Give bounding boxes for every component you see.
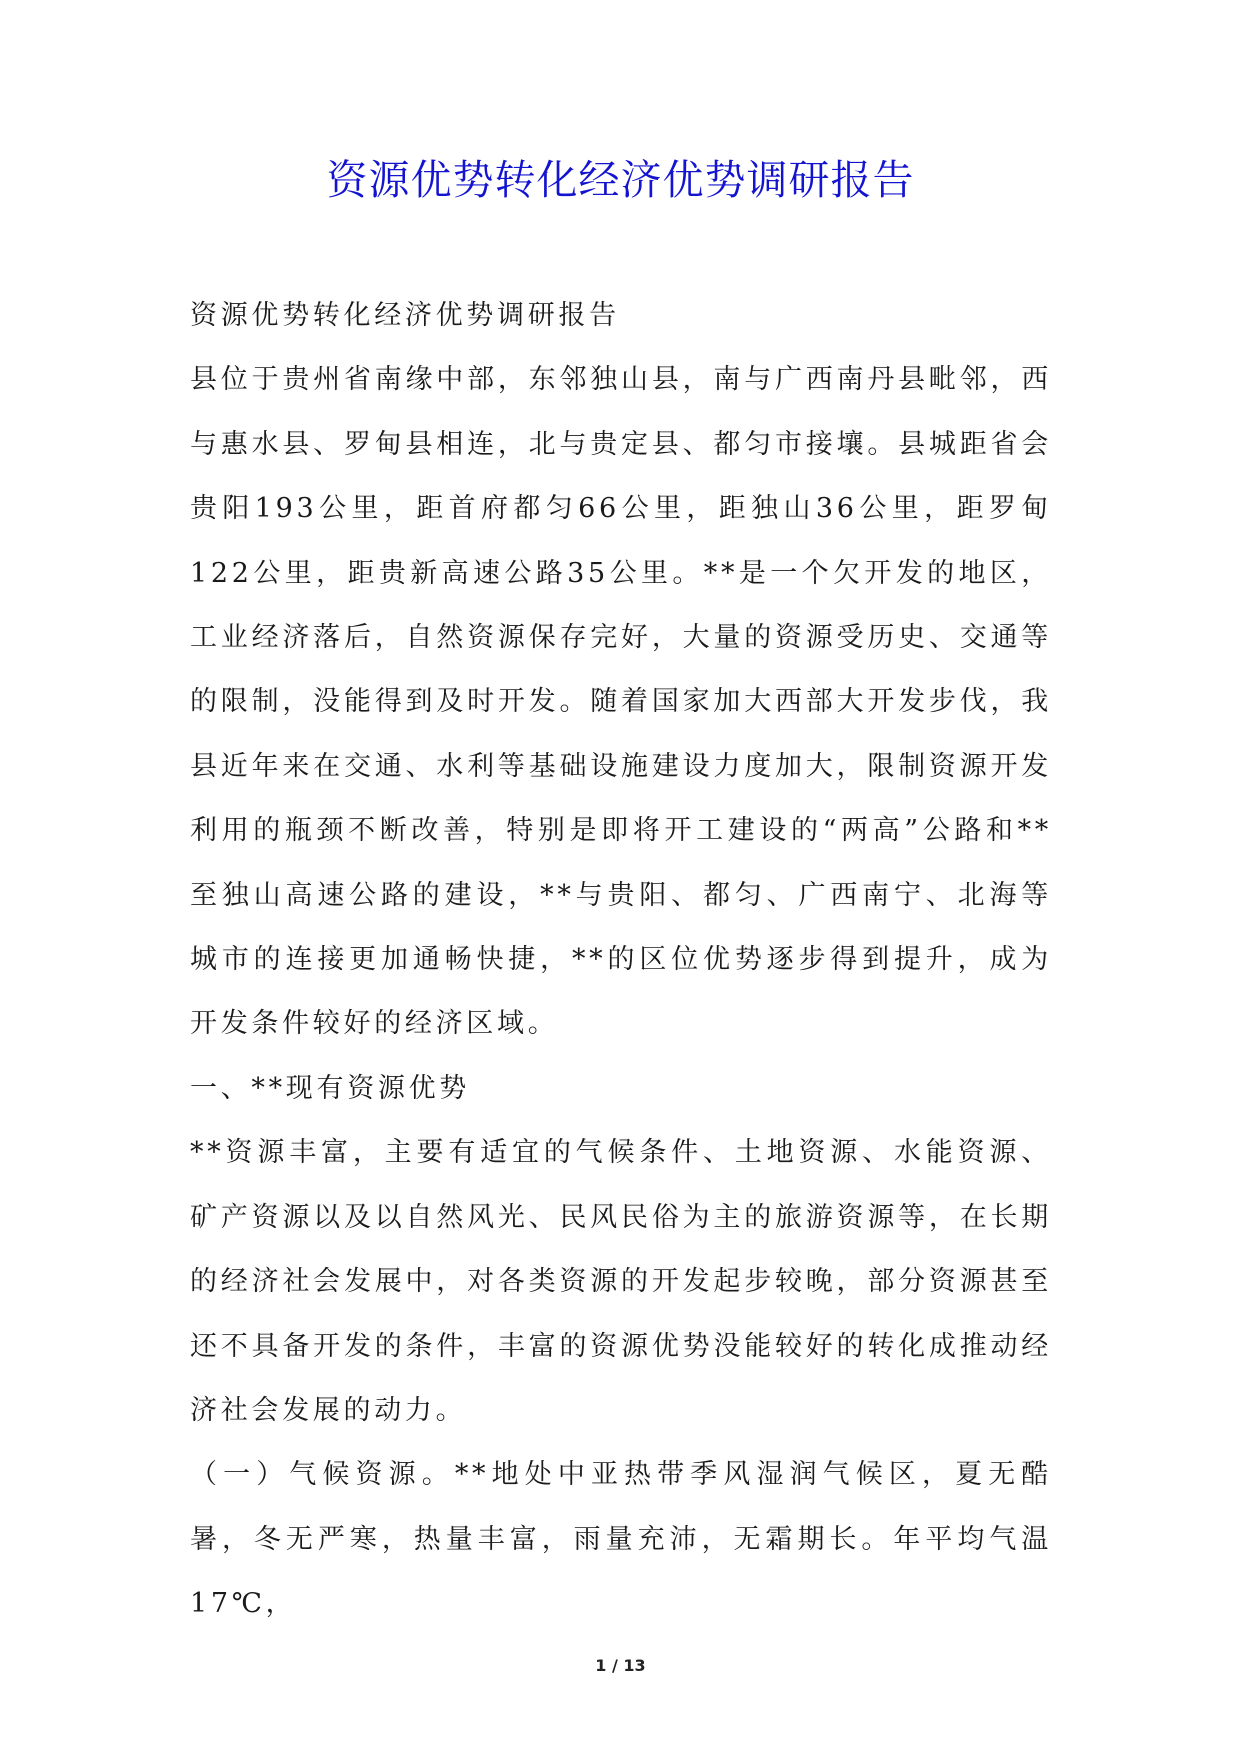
resources-paragraph: **资源丰富，主要有适宜的气候条件、土地资源、水能资源、矿产资源以及以自然风光、民风民俗为主的旅游资源等，在长期的经济社会发展中，对各类资源的开发起步较晚，部分资源甚至还不具备开发的条件，丰富的资源优势没能较好的转化成推动经济社会发展的动力。 [190, 1137, 1052, 1426]
page-number: 1 / 13 [595, 1656, 646, 1675]
subtitle-paragraph: 资源优势转化经济优势调研报告 [190, 300, 620, 331]
location-paragraph: 县位于贵州省南缘中部，东邻独山县，南与广西南丹县毗邻，西与惠水县、罗甸县相连，北与贵定县、都匀市接壤。县城距省会贵阳193公里，距首府都匀66公里，距独山36公里，距罗甸122公里，距贵新高速公路35公里。**是一个欠开发的地区，工业经济落后，自然资源保存完好，大量的资源受历史、交通等的限制，没能得到及时开发。随着国家加大西部大开发步伐，我县近年来在交通、水利等基础设施建设力度加大，限制资源开发利用的瓶颈不断改善，特别是即将开工建设的“两高”公路和**至独山高速公路的建设，**与贵阳、都匀、广西南宁、北海等城市的连接更加通畅快捷，**的区位优势逐步得到提升，成为开发条件较好的经济区域。 [190, 364, 1052, 1040]
climate-paragraph: （一）气候资源。**地处中亚热带季风湿润气候区，夏无酷暑，冬无严寒，热量丰富，雨量充沛，无霜期长。年平均气温17℃， [190, 1459, 1052, 1620]
document-body [190, 284, 1052, 1637]
section-heading-resources: 一、**现有资源优势 [190, 1072, 470, 1104]
document-title: 资源优势转化经济优势调研报告 [326, 156, 915, 204]
